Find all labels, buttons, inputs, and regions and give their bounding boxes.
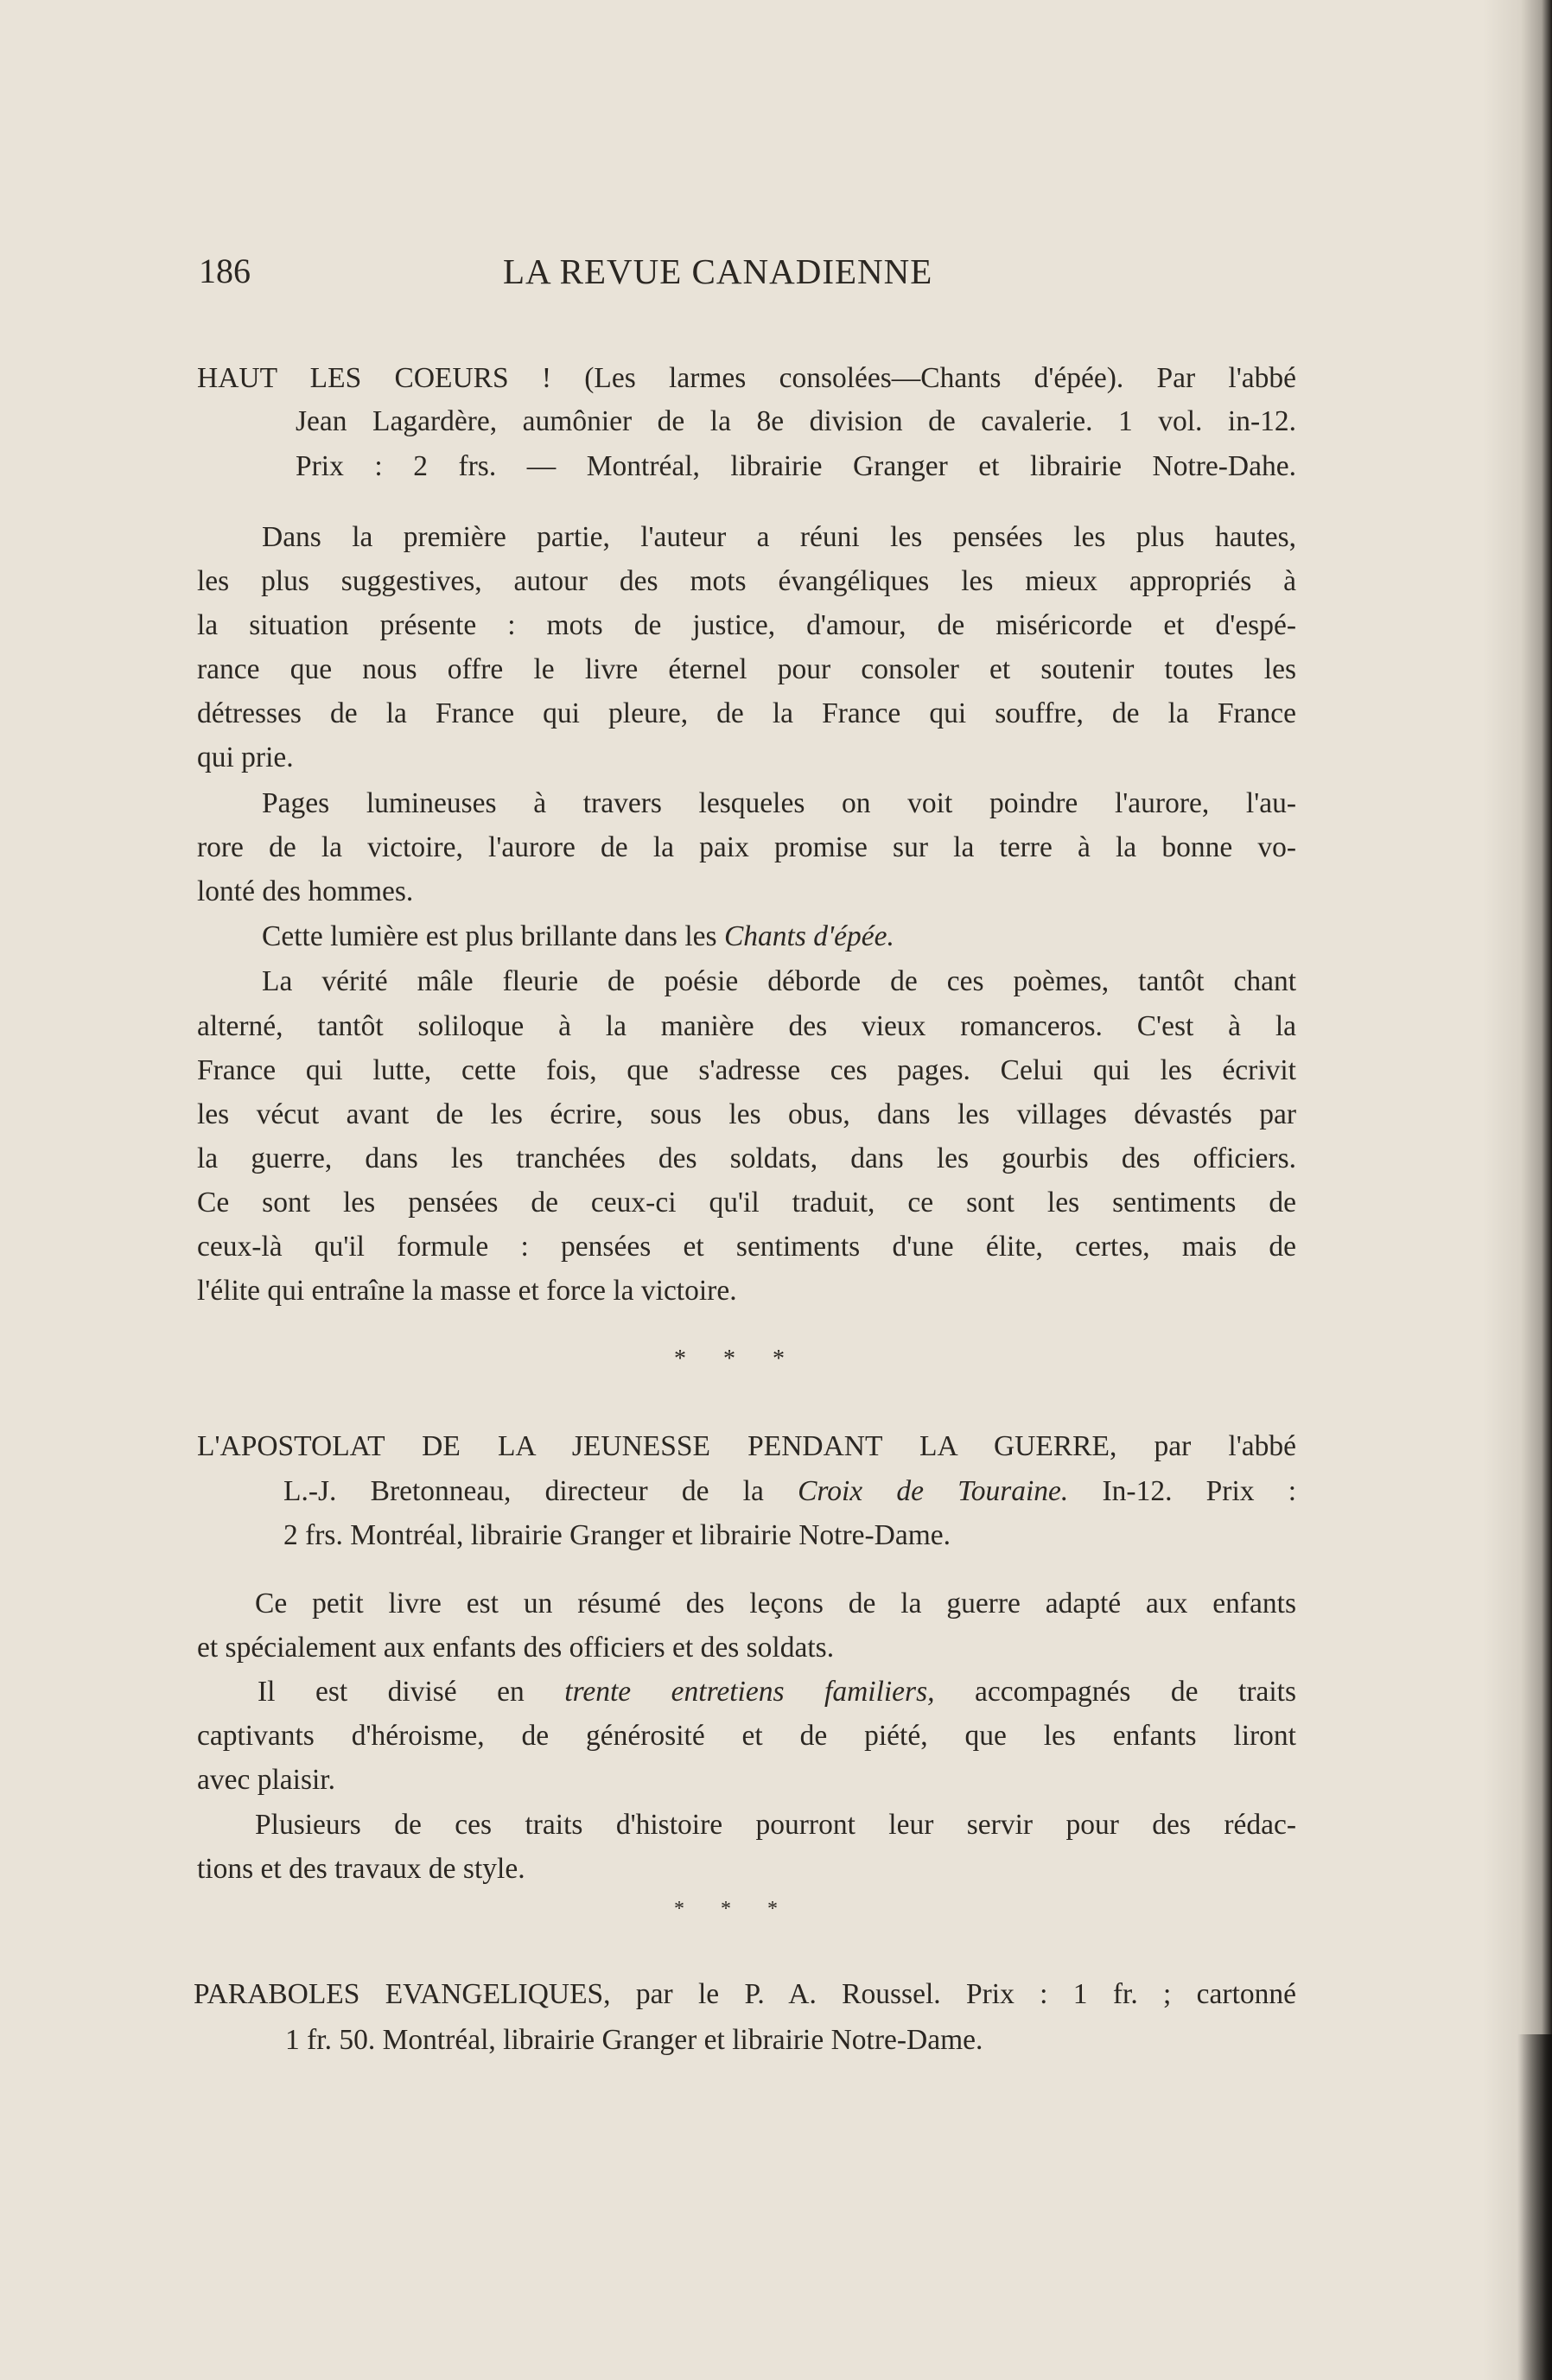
review2-body-line-5: avec plaisir. — [197, 1764, 335, 1796]
review1-body-line-18: l'élite qui entraîne la masse et force la victoire. — [197, 1275, 737, 1307]
review1-body-line-5: détresses de la France qui pleure, de la France qui souffre, de la France — [197, 697, 1296, 729]
review1-body-line-6: qui prie. — [197, 741, 294, 773]
review1-body-line-2: les plus suggestives, autour des mots évangéliques les mieux appropriés à — [197, 565, 1296, 597]
review1-body-line-4: rance que nous offre le livre éternel pour consoler et soutenir toutes les — [197, 653, 1296, 685]
review2-body-line-7: tions et des travaux de style. — [197, 1853, 525, 1885]
review1-citation-line-3: Prix : 2 frs. — Montréal, librairie Granger et librairie Notre-Dahe. — [296, 450, 1296, 482]
running-title: LA REVUE CANADIENNE — [503, 251, 933, 291]
page-shadow-right — [1483, 0, 1552, 2380]
review2-body-line-1: Ce petit livre est un résumé des leçons de la guerre adapté aux enfants — [255, 1588, 1296, 1620]
review1-citation-line-2: Jean Lagardère, aumônier de la 8e division de cavalerie. 1 vol. in-12. — [296, 405, 1296, 437]
review2-body-line-2: et spécialement aux enfants des officiers et des soldats. — [197, 1632, 835, 1664]
review1-body-line-10-italic: Chants d'épée. — [723, 920, 894, 952]
review1-body-line-3: la situation présente : mots de justice, d'amour, de miséricorde et d'espé- — [197, 609, 1296, 641]
review1-body-line-10 — [262, 914, 1296, 958]
review2-body-line-3-italic: trente entretiens familiers, — [564, 1676, 935, 1708]
review2-citation-line-3: 2 frs. Montréal, librairie Granger et librairie Notre-Dame. — [283, 1519, 951, 1551]
review2-citation-line-2 — [283, 1469, 1296, 1513]
review2-citation-line-1: L'APOSTOLAT DE LA JEUNESSE PENDANT LA GUERRE, par l'abbé — [197, 1430, 1296, 1462]
review2-citation-line-2-text-a: L.-J. Bretonneau, directeur de la — [283, 1475, 764, 1507]
review1-body-line-12: alterné, tantôt soliloque à la manière des vieux romanceros. C'est à la — [197, 1010, 1296, 1042]
review2-body-line-3-text-a: Il est divisé en — [258, 1676, 525, 1708]
review1-body-line-15: la guerre, dans les tranchées des soldats, dans les gourbis des officiers. — [197, 1142, 1296, 1174]
review1-body-line-17: ceux-là qu'il formule : pensées et sentiments d'une élite, certes, mais de — [197, 1231, 1296, 1263]
section-separator-1: * * * — [674, 1346, 800, 1372]
review1-body-line-11: La vérité mâle fleurie de poésie déborde de ces poèmes, tantôt chant — [262, 965, 1296, 997]
review1-body-line-8: rore de la victoire, l'aurore de la paix promise sur la terre à la bonne vo- — [197, 831, 1296, 863]
review1-body-line-9: lonté des hommes. — [197, 875, 414, 907]
review2-body-line-3-text-b: accompagnés de traits — [975, 1676, 1297, 1708]
review1-citation-line-1: HAUT LES COEURS ! (Les larmes consolées—Chants d'épée). Par l'abbé — [197, 362, 1296, 394]
page-number: 186 — [199, 251, 251, 290]
review1-body-line-7: Pages lumineuses à travers lesqueles on voit poindre l'aurore, l'au- — [262, 787, 1296, 819]
review2-citation-line-2-text-b: In-12. Prix : — [1102, 1475, 1297, 1507]
review1-body-line-16: Ce sont les pensées de ceux-ci qu'il traduit, ce sont les sentiments de — [197, 1187, 1296, 1219]
review1-body-line-14: les vécut avant de les écrire, sous les obus, dans les villages dévastés par — [197, 1098, 1296, 1130]
review1-body-line-10-text: Cette lumière est plus brillante dans les — [262, 920, 717, 952]
review2-body-line-4: captivants d'héroisme, de générosité et de piété, que les enfants liront — [197, 1720, 1296, 1752]
review3-citation-line-2: 1 fr. 50. Montréal, librairie Granger et librairie Notre-Dame. — [285, 2024, 983, 2056]
section-separator-2: * * * — [674, 1898, 793, 1920]
review1-body-line-13: France qui lutte, cette fois, que s'adresse ces pages. Celui qui les écrivit — [197, 1054, 1296, 1086]
review1-body-line-1: Dans la première partie, l'auteur a réuni les pensées les plus hautes, — [262, 521, 1296, 553]
review3-citation-line-1: PARABOLES EVANGELIQUES, par le P. A. Roussel. Prix : 1 fr. ; cartonné — [194, 1978, 1296, 2010]
page-header — [199, 251, 994, 294]
review2-citation-line-2-italic: Croix de Touraine. — [798, 1475, 1069, 1507]
page-edge-bottom — [1517, 2034, 1552, 2380]
review2-body-line-6: Plusieurs de ces traits d'histoire pourront leur servir pour des rédac- — [255, 1809, 1296, 1841]
review2-body-line-3 — [258, 1670, 1296, 1714]
